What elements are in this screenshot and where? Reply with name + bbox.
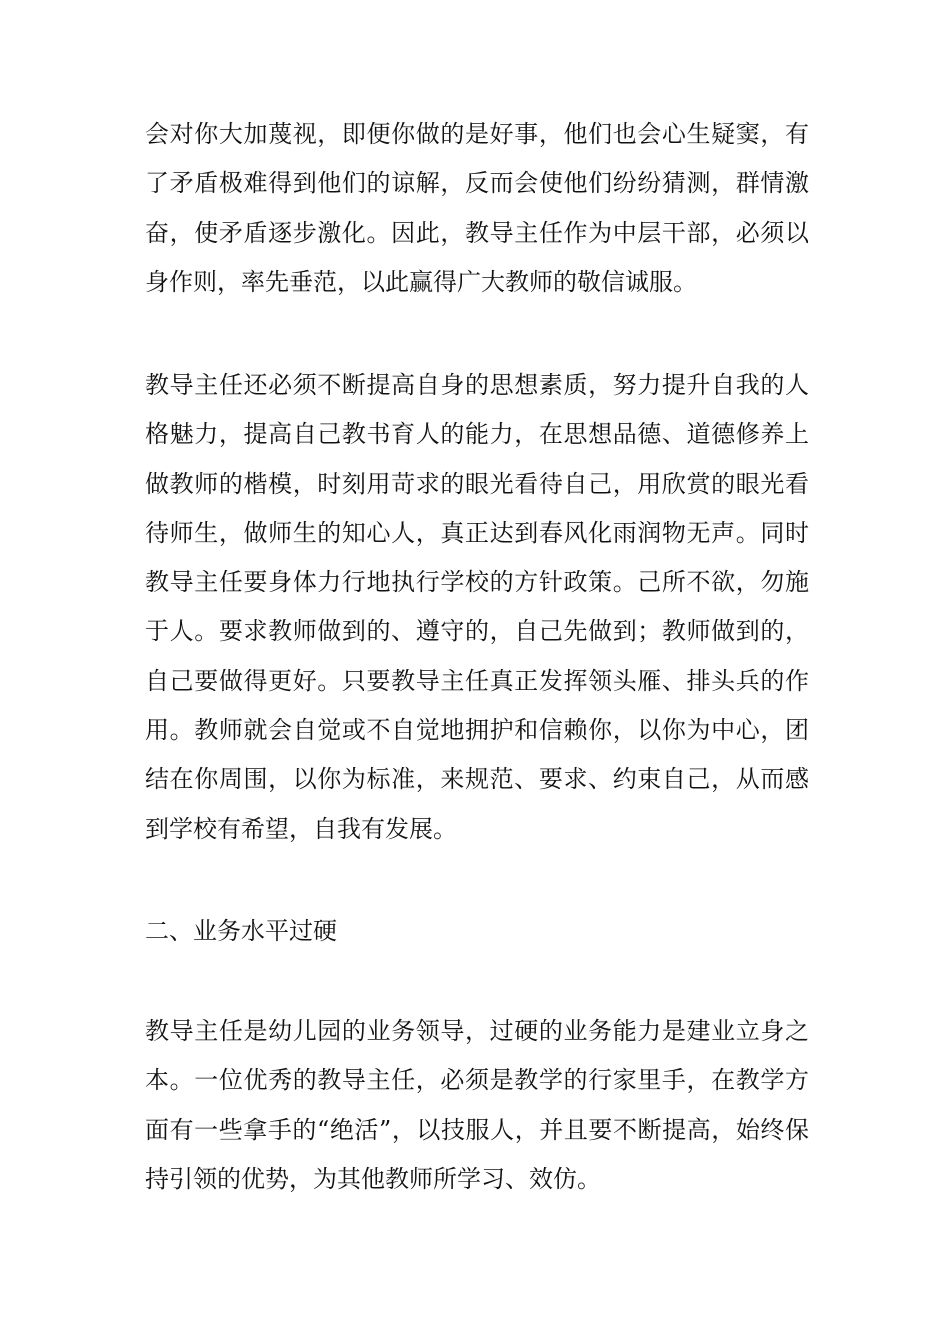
body-paragraph: 会对你大加蔑视，即便你做的是好事，他们也会心生疑窦，有了矛盾极难得到他们的谅解，反而会使他们纷纷猜测，群情激奋，使矛盾逐步激化。因此，教导主任作为中层干部，必须以身作则，率先垂范，以此赢得广大教师的敬信诚服。 [145,120,809,296]
body-paragraph: 教导主任还必须不断提高自身的思想素质，努力提升自我的人格魅力，提高自己教书育人的能力，在思想品德、道德修养上做教师的楷模，时刻用苛求的眼光看待自己，用欣赏的眼光看待师生，做师生的知心人，真正达到春风化雨润物无声。同时教导主任要身体力行地执行学校的方针政策。己所不欲，勿施于人。要求教师做到的、遵守的，自己先做到；教师做到的，自己要做得更好。只要教导主任真正发挥领头雁、排头兵的作用。教师就会自觉或不自觉地拥护和信赖你，以你为中心，团结在你周围，以你为标准，来规范、要求、约束自己，从而感到学校有希望，自我有发展。 [145,371,809,843]
section-heading: 二、业务水平过硬 [145,917,337,945]
body-paragraph: 教导主任是幼儿园的业务领导，过硬的业务能力是建业立身之本。一位优秀的教导主任，必须是教学的行家里手，在教学方面有一些拿手的“绝活”，以技服人，并且要不断提高，始终保持引领的优势，为其他教师所学习、效仿。 [145,1017,809,1193]
